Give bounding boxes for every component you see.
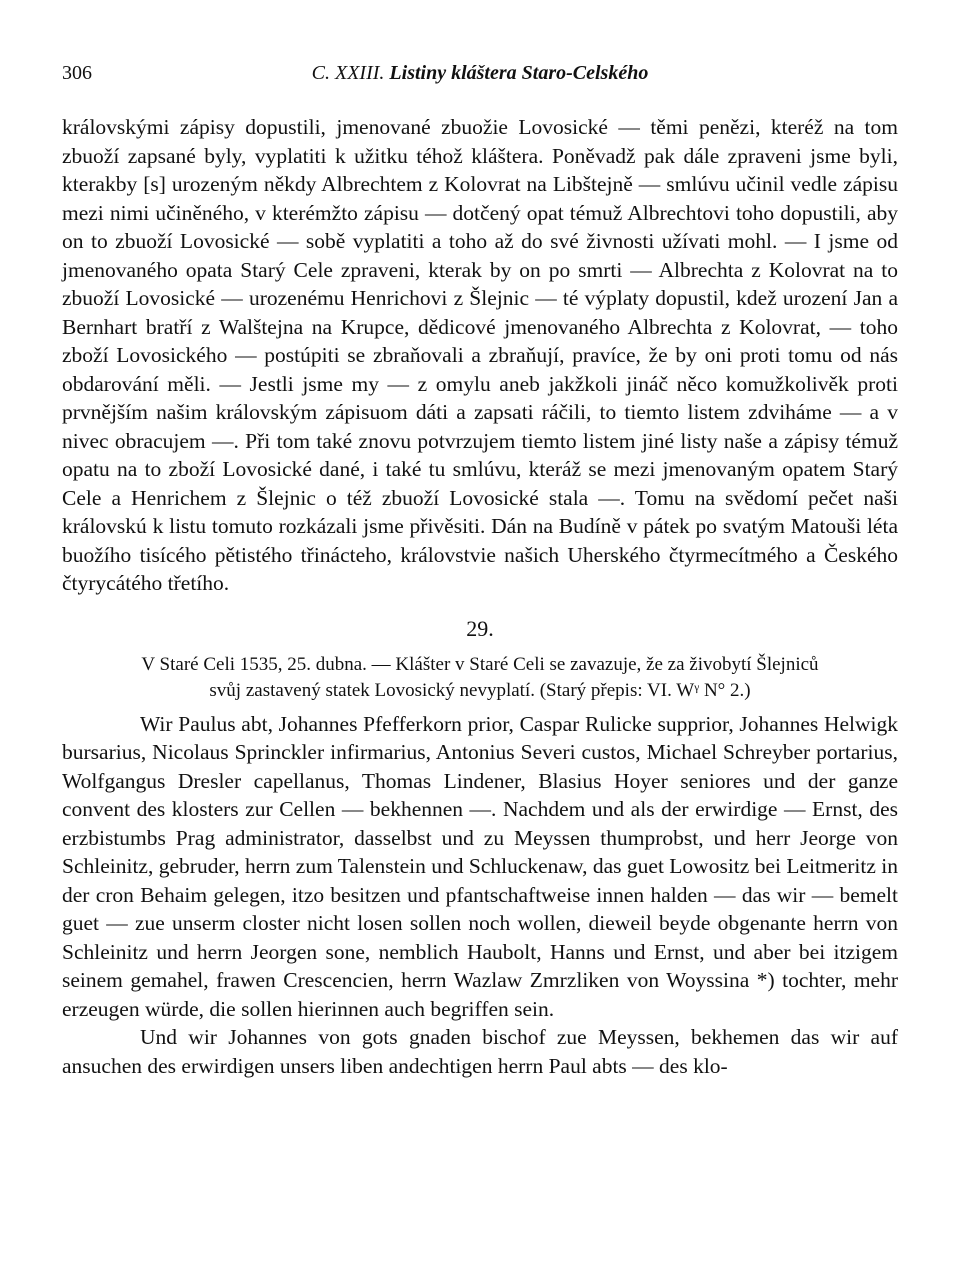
- document-paragraph-1: Wir Paulus abt, Johannes Pfefferkorn prior, Caspar Rulicke supprior, Johannes Helwigk bursarius, Nicolaus Sprinckler infirmarius, Antonius Severi custos, Michael Schreyber portarius, Wolfgangus Dresler capellanus, Thomas Lindener, Blasius Hoyer seniores und der ganze convent des klosters zur Cellen — bekhennen —. Nachdem und als der erwirdige — Ernst, des erzbistumbs Prag administrator, dasselbst und zu Meyssen thumprobst, und herr Jeorge von Schleinitz, gebruder, herrn zum Talenstein und Schluckenaw, das guet Lowositz bei Leitmeritz in der cron Behaim gelegen, itzo besitzen und pfantschaftweise innen halden — das wir — bemelt guet — zue unserm closter nicht losen sollen noch wollen, dieweil beyde obgenante herrn von Schleinitz und herrn Jeorgen sone, nemblich Haubolt, Hanns und Ernst, und aber bei itzigem seinem gemahel, frawen Crescencien, herrn Wazlaw Zmrzliken von Woyssina *) tochter, mehr erzeugen würde, die sollen hierinnen auch begriffen sein.: [62, 711, 898, 1021]
- chapter-title: Listiny kláštera Staro-Celského: [389, 62, 649, 84]
- previous-document-text: královskými zápisy dopustili, jmenované zbuožie Lovosické — těmi penězi, kteréž na tom zbuoží zapsané byly, vyplatiti k užitku téhož kláštera. Poněvadž pak dále zpraveni jsme byli, kterakby [s] urozeným někdy Albrechtem z Kolovrat na Libštejně — smlúvu učinil vedle zápisu mezi nimi učiněného, v kterémžto zápisu — dotčený opat témuž Albrechtovi toho dopustili, aby on to zbuoží Lovosické — sobě vyplatiti a toho až do své živnosti užívati mohl. — I jsme od jmenovaného opata Starý Cele zpraveni, kterak by on po smrti — Albrechta z Kolovrat na to zbuoží Lovosické — urozenému Henrichovi z Šlejnic — té výplaty dopustil, kdež urození Jan a Bernhart bratří z Walštejna na Krupce, dědicové jmenovaného Albrechta z Kolovrat, — toho zboží Lovosického — postúpiti se zbraňovali a zbraňují, pravíce, že by oni proti tomu od nás obdarování měli. — Jestli jsme my — z omylu aneb jakžkoli jináč něco komužkolivěk proti prvnějším našim královským zápisuom dáti a zapsati ráčili, to tiemto listem zdviháme — a v nivec obracujem —. Při tom také znovu potvrzujem tiemto listem jiné listy naše a zápisy témuž opatu na to zboží Lovosické dané, i také tu smlúvu, kteráž se mezi jmenovaným opatem Starý Cele a Henrichem z Šlejnic o též zbuoží Lovosické stala —. Tomu na svědomí pečet naši královskú k listu tomuto rozkázali jsme přivěsiti. Dán na Budíně v pátek po svatým Matouši léta buožího tisícého pětistého třinácteho, královstvie našich Uherského čtyrmecítmého a Českého čtyrycátého třetího.: [62, 115, 898, 595]
- regest-line-2: svůj zastavený statek Lovosický nevyplatí. (Starý přepis: VI. Wᵞ N° 2.): [209, 679, 751, 701]
- body-text: [62, 113, 898, 1080]
- document-paragraph-2: Und wir Johannes von gots gnaden bischof zue Meyssen, bekhemen das wir auf ansuchen des erwirdigen unsers liben andechtigen herrn Paul abts — des klo-: [62, 1025, 898, 1078]
- document-regest: [62, 652, 898, 704]
- chapter-label: C. XXIII.: [311, 62, 385, 84]
- regest-line-1: V Staré Celi 1535, 25. dubna. — Klášter v Staré Celi se zavazuje, že za živobytí Šlejniců: [141, 653, 819, 675]
- page: [62, 62, 898, 1080]
- running-head: [62, 62, 898, 92]
- running-title: [62, 62, 898, 85]
- page-number: 306: [62, 62, 92, 84]
- document-number: 29.: [466, 615, 494, 641]
